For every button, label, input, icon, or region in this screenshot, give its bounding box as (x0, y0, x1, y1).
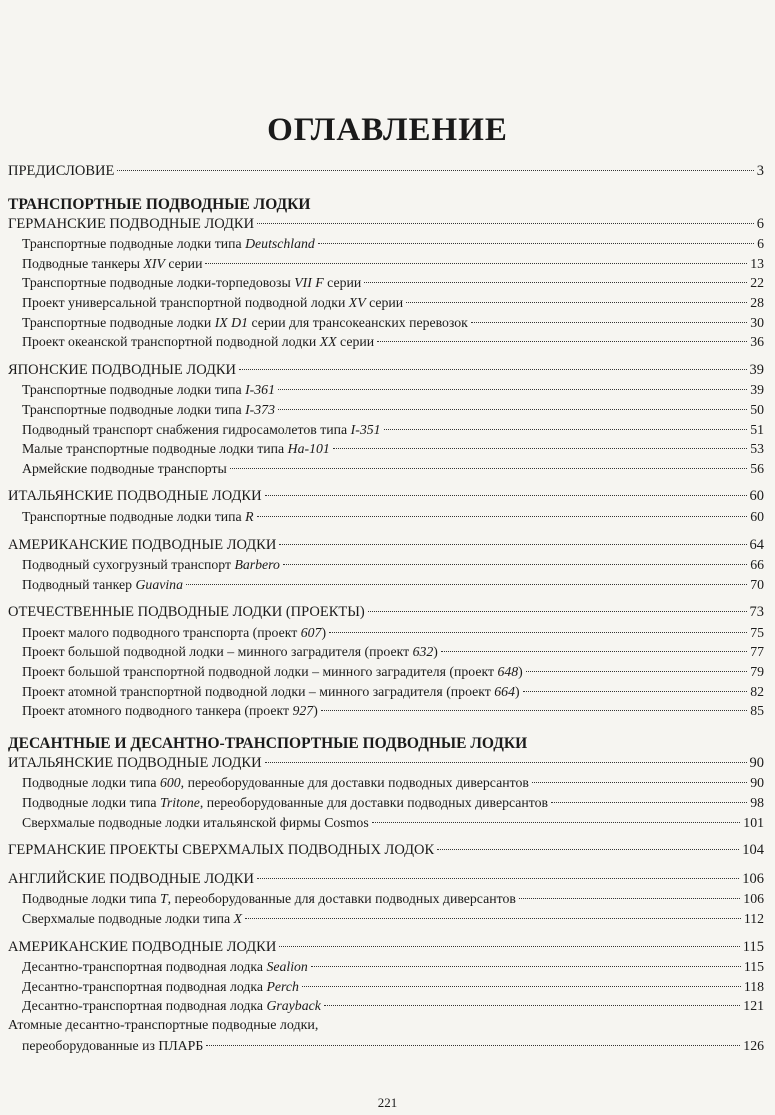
toc-item-entry[interactable] (8, 1016, 764, 1036)
dot-leader (265, 495, 747, 496)
toc-item-entry[interactable] (8, 313, 764, 333)
toc-page-number: 126 (743, 1037, 764, 1053)
dot-leader (257, 878, 739, 879)
toc-item-entry[interactable] (8, 773, 764, 793)
toc-entry-label: переоборудованные из ПЛАРБ (22, 1037, 204, 1053)
toc-entry-label: АНГЛИЙСКИЕ ПОДВОДНЫЕ ЛОДКИ (8, 870, 254, 887)
toc-entry-label: ПРЕДИСЛОВИЕ (8, 163, 115, 179)
toc-entry-label: Транспортные подводные лодки IX D1 серии для трансокеанских перевозок (22, 314, 468, 330)
toc-item-entry[interactable] (8, 682, 764, 702)
dot-leader (441, 651, 747, 652)
toc-item-entry[interactable] (8, 439, 764, 459)
toc-chapter-entry[interactable] (8, 603, 764, 623)
toc-chapter-entry[interactable] (8, 536, 764, 556)
toc-entry-label: ЯПОНСКИЕ ПОДВОДНЫЕ ЛОДКИ (8, 361, 237, 378)
toc-item-entry[interactable] (8, 701, 764, 721)
toc-entry-label: Проект универсальной транспортной подводной лодки XV серии (22, 294, 404, 310)
toc-page-number: 56 (750, 460, 764, 476)
toc-page-number: 115 (742, 938, 764, 955)
toc-item-entry[interactable] (8, 380, 764, 400)
dot-leader (279, 946, 739, 947)
spacer (8, 352, 764, 361)
toc-entry-label: Атомные десантно-транспортные подводные лодки, (8, 1017, 319, 1033)
toc-page-number: 50 (750, 401, 764, 417)
toc-entry-label: Десантно-транспортная подводная лодка Sealion (22, 959, 308, 975)
toc-item-entry[interactable] (8, 400, 764, 420)
toc-page-number: 66 (750, 557, 764, 573)
dot-leader (239, 369, 746, 370)
toc-entry-label: ИТАЛЬЯНСКИЕ ПОДВОДНЫЕ ЛОДКИ (8, 754, 262, 771)
dot-leader (372, 822, 741, 823)
toc-entry-label: Транспортные подводные лодки типа I-373 (22, 401, 275, 417)
toc-entry-label: Сверхмалые подводные лодки итальянской фирмы Cosmos (22, 814, 369, 830)
toc-page-number: 28 (750, 294, 764, 310)
toc-item-entry[interactable] (8, 234, 764, 254)
page-title: ОГЛАВЛЕНИЕ (267, 112, 508, 148)
toc-page-number: 60 (749, 488, 764, 505)
toc-entry-label: Транспортные подводные лодки-торпедовозы VII F серии (22, 275, 362, 291)
toc-chapter-entry[interactable] (8, 938, 764, 958)
toc-entry-label: Подводный сухогрузный транспорт Barbero (22, 557, 280, 573)
toc-entry-label: Десантно-транспортная подводная лодка Perch (22, 978, 299, 994)
dot-leader (532, 782, 747, 783)
dot-leader (278, 389, 747, 390)
toc-section-heading (8, 195, 764, 215)
dot-leader (437, 849, 739, 850)
spacer (8, 478, 764, 487)
toc-item-entry[interactable] (8, 332, 764, 352)
toc-page-number: 3 (756, 163, 764, 179)
toc-chapter-entry[interactable] (8, 162, 764, 182)
toc-item-entry[interactable] (8, 575, 764, 595)
toc-entry-label: Малые транспортные подводные лодки типа Ha-101 (22, 441, 330, 457)
toc-entry-label: Транспортные подводные лодки типа I-361 (22, 382, 275, 398)
spacer (8, 594, 764, 603)
toc-entry-label: Проект большой подводной лодки – минного заградителя (проект 632) (22, 644, 438, 660)
toc-chapter-entry[interactable] (8, 841, 764, 861)
toc-item-entry[interactable] (8, 793, 764, 813)
toc-page-number: 118 (743, 978, 764, 994)
toc-chapter-entry[interactable] (8, 754, 764, 774)
toc-page-number: 85 (750, 703, 764, 719)
toc-page-number: 6 (757, 236, 764, 252)
toc-page-number: 36 (750, 334, 764, 350)
dot-leader (519, 898, 740, 899)
toc-entry-label: АМЕРИКАНСКИЕ ПОДВОДНЫЕ ЛОДКИ (8, 938, 277, 955)
toc-entry-label: Подводные лодки типа Tritone, переоборудованные для доставки подводных диверсантов (22, 795, 549, 811)
toc-item-entry[interactable] (8, 977, 764, 997)
dot-leader (377, 341, 747, 342)
toc-entry-label: Подводный танкер Guavina (22, 576, 183, 592)
toc-entry-label: Транспортные подводные лодки типа R (22, 508, 254, 524)
dot-leader (302, 986, 741, 987)
dot-leader (384, 429, 748, 430)
toc-page-number: 98 (750, 795, 764, 811)
dot-leader (471, 322, 747, 323)
toc-chapter-entry[interactable] (8, 870, 764, 890)
dot-leader (245, 918, 741, 919)
dot-leader (324, 1005, 740, 1006)
toc-entry-label: Подводные танкеры XIV серии (22, 255, 203, 271)
toc-entry-label: Подводный транспорт снабжения гидросамолетов типа I-351 (22, 421, 381, 437)
toc-entry-label: ТРАНСПОРТНЫЕ ПОДВОДНЫЕ ЛОДКИ (8, 195, 311, 213)
dot-leader (551, 802, 747, 803)
spacer (8, 832, 764, 841)
toc-item-entry[interactable] (8, 1036, 764, 1056)
toc-item-entry[interactable] (8, 420, 764, 440)
toc-page-number: 112 (743, 911, 764, 926)
dot-leader (205, 263, 747, 264)
toc-page-number: 39 (749, 361, 764, 378)
toc-page-number: 106 (742, 870, 764, 887)
table-of-contents (8, 162, 764, 1055)
toc-page-number: 90 (750, 775, 764, 791)
dot-leader (186, 584, 747, 585)
toc-section-heading (8, 734, 764, 754)
dot-leader (257, 223, 754, 224)
toc-entry-label: Проект атомного подводного танкера (проект 927) (22, 703, 318, 719)
toc-page-number: 79 (750, 664, 764, 680)
toc-entry-label: ИТАЛЬЯНСКИЕ ПОДВОДНЫЕ ЛОДКИ (8, 488, 262, 505)
dot-leader (257, 516, 748, 517)
dot-leader (329, 632, 747, 633)
page-number: 221 (377, 1095, 398, 1110)
dot-leader (117, 170, 753, 171)
toc-entry-label: ДЕСАНТНЫЕ И ДЕСАНТНО-ТРАНСПОРТНЫЕ ПОДВОДНЫЕ ЛОДКИ (8, 734, 528, 752)
spacer (8, 721, 764, 734)
dot-leader (265, 762, 747, 763)
toc-page-number: 101 (743, 814, 764, 830)
toc-page-number: 75 (750, 624, 764, 640)
toc-page-number: 51 (750, 421, 764, 437)
toc-chapter-entry[interactable] (8, 487, 764, 507)
toc-entry-label: Транспортные подводные лодки типа Deutschland (22, 236, 315, 252)
toc-entry-label: АМЕРИКАНСКИЕ ПОДВОДНЫЕ ЛОДКИ (8, 536, 277, 553)
toc-entry-label: Десантно-транспортная подводная лодка Grayback (22, 998, 321, 1014)
toc-page-number: 13 (750, 255, 764, 271)
spacer (8, 182, 764, 195)
toc-page-number: 64 (749, 536, 764, 553)
toc-item-entry[interactable] (8, 813, 764, 833)
toc-page-number: 30 (750, 314, 764, 330)
dot-leader (278, 409, 747, 410)
dot-leader (364, 282, 747, 283)
toc-entry-label: Проект океанской транспортной подводной лодки XX серии (22, 334, 375, 350)
dot-leader (368, 611, 747, 612)
dot-leader (283, 564, 747, 565)
toc-entry-label: Сверхмалые подводные лодки типа X (22, 911, 242, 926)
toc-page-number: 39 (750, 382, 764, 398)
toc-page-number: 73 (749, 604, 764, 621)
toc-chapter-entry[interactable] (8, 215, 764, 235)
dot-leader (526, 671, 747, 672)
toc-chapter-entry[interactable] (8, 361, 764, 381)
toc-page-number: 53 (750, 441, 764, 457)
toc-page-number: 22 (750, 275, 764, 291)
toc-item-entry[interactable] (8, 662, 764, 682)
dot-leader (279, 544, 746, 545)
toc-item-entry[interactable] (8, 623, 764, 643)
toc-page-number: 115 (743, 959, 764, 975)
toc-item-entry[interactable] (8, 889, 764, 909)
toc-item-entry[interactable] (8, 642, 764, 662)
toc-page-number: 70 (750, 576, 764, 592)
dot-leader (523, 691, 748, 692)
toc-entry-label: Армейские подводные транспорты (22, 460, 227, 476)
toc-item-entry[interactable] (8, 459, 764, 479)
toc-page-number: 106 (743, 891, 764, 907)
toc-item-entry[interactable] (8, 507, 764, 527)
toc-entry-label: ГЕРМАНСКИЕ ПОДВОДНЫЕ ЛОДКИ (8, 215, 255, 232)
toc-item-entry[interactable] (8, 293, 764, 313)
toc-page-number: 121 (743, 998, 764, 1014)
dot-leader (318, 243, 754, 244)
dot-leader (206, 1045, 740, 1046)
toc-page-number: 77 (750, 644, 764, 660)
dot-leader (311, 966, 741, 967)
dot-leader (321, 710, 747, 711)
toc-entry-label: Подводные лодки типа 600, переоборудованные для доставки подводных диверсантов (22, 775, 529, 791)
toc-item-entry[interactable] (8, 996, 764, 1016)
toc-item-entry[interactable] (8, 909, 764, 929)
toc-page-number: 90 (749, 754, 764, 771)
dot-leader (230, 468, 747, 469)
spacer (8, 929, 764, 938)
dot-leader (333, 448, 747, 449)
spacer (8, 861, 764, 870)
dot-leader (406, 302, 747, 303)
toc-entry-label: Проект атомной транспортной подводной лодки – минного заградителя (проект 664) (22, 683, 520, 699)
toc-entry-label: Подводные лодки типа T, переоборудованные для доставки подводных диверсантов (22, 891, 516, 907)
toc-entry-label: ОТЕЧЕСТВЕННЫЕ ПОДВОДНЫЕ ЛОДКИ (ПРОЕКТЫ) (8, 604, 365, 621)
toc-page-number: 82 (750, 683, 764, 699)
toc-page-number: 60 (750, 508, 764, 524)
toc-page-number: 104 (742, 842, 764, 859)
toc-entry-label: ГЕРМАНСКИЕ ПРОЕКТЫ СВЕРХМАЛЫХ ПОДВОДНЫХ ЛОДОК (8, 842, 435, 859)
toc-entry-label: Проект малого подводного транспорта (проект 607) (22, 624, 327, 640)
toc-item-entry[interactable] (8, 555, 764, 575)
toc-page-number: 6 (756, 215, 764, 232)
toc-item-entry[interactable] (8, 957, 764, 977)
toc-entry-label: Проект большой транспортной подводной лодки – минного заградителя (проект 648) (22, 664, 523, 680)
toc-item-entry[interactable] (8, 254, 764, 274)
spacer (8, 527, 764, 536)
toc-item-entry[interactable] (8, 273, 764, 293)
